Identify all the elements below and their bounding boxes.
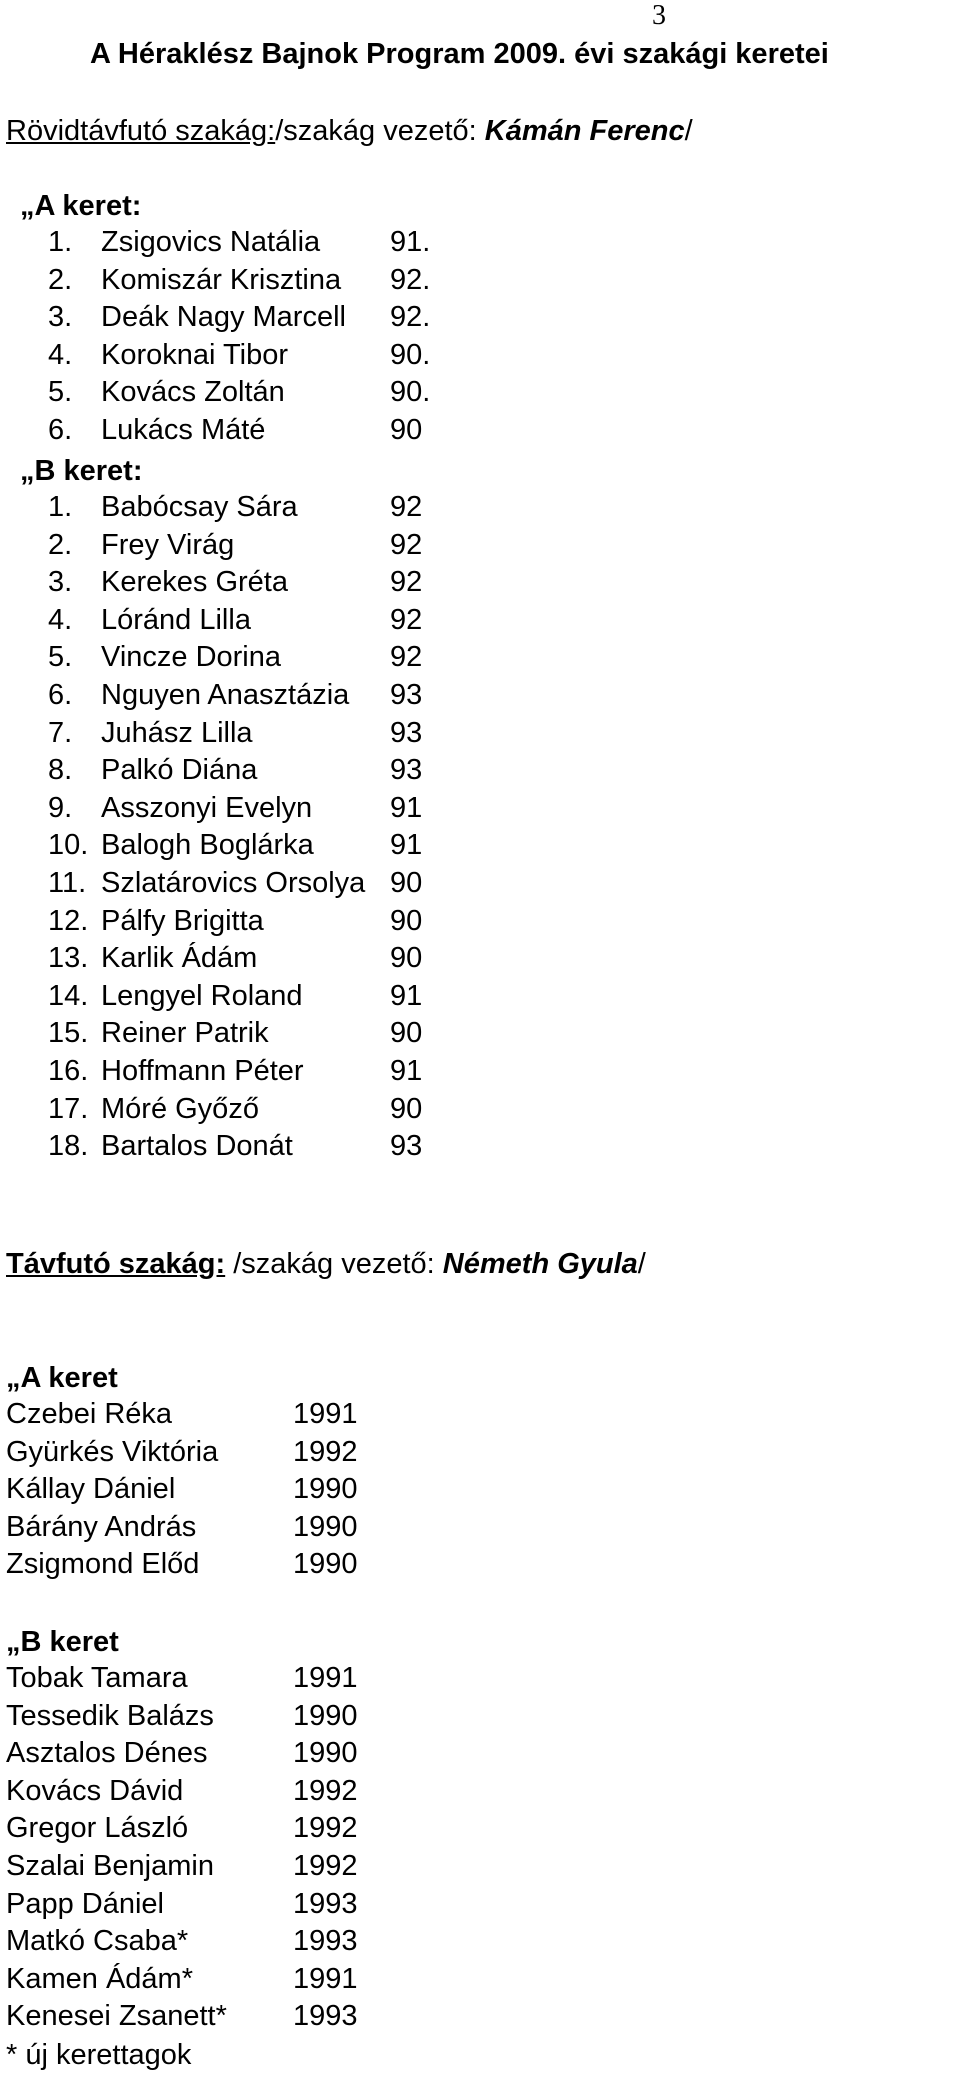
item-number: 16. xyxy=(48,1054,89,1087)
birth-year: 92 xyxy=(390,491,423,523)
distance-a-heading: „A keret xyxy=(6,1362,118,1394)
athlete-name: Tessedik Balázs xyxy=(6,1699,214,1732)
sprint-b-heading: „B keret: xyxy=(20,455,143,487)
birth-year: 92 xyxy=(390,641,423,674)
athlete-name: Lóránd Lilla xyxy=(101,603,251,636)
sprint-a-heading: „A keret: xyxy=(20,190,142,222)
birth-year: 90. xyxy=(390,338,431,371)
list-item xyxy=(6,1434,358,1472)
page-title: A Héraklész Bajnok Program 2009. évi szakági keretei xyxy=(90,38,829,70)
athlete-name: Lengyel Roland xyxy=(101,979,303,1012)
athlete-name: Kenesei Zsanett* xyxy=(6,2000,227,2033)
athlete-name: Nguyen Anasztázia xyxy=(101,678,350,711)
birth-year: 1993 xyxy=(293,1925,358,1958)
birth-year: 1990 xyxy=(293,1737,358,1770)
birth-year: 92. xyxy=(390,301,431,334)
list-item xyxy=(6,1735,358,1773)
list-item xyxy=(48,790,423,828)
list-item xyxy=(48,262,431,300)
sprint-leader: Kámán Ferenc xyxy=(484,115,685,147)
athlete-name: Deák Nagy Marcell xyxy=(101,301,346,334)
list-item xyxy=(48,865,423,903)
list-item xyxy=(6,1546,358,1584)
item-number: 5. xyxy=(48,641,73,674)
list-item xyxy=(6,1773,358,1811)
athlete-name: Komiszár Krisztina xyxy=(101,263,342,296)
item-number: 7. xyxy=(48,716,73,749)
athlete-name: Reiner Patrik xyxy=(101,1017,269,1050)
birth-year: 91 xyxy=(390,829,423,862)
athlete-name: Juhász Lilla xyxy=(101,716,253,749)
item-number: 9. xyxy=(48,791,73,824)
athlete-name: Czebei Réka xyxy=(6,1398,173,1430)
athlete-name: Kamen Ádám* xyxy=(6,1962,193,1995)
distance-b-list xyxy=(6,1660,358,2036)
item-number: 17. xyxy=(48,1092,89,1125)
birth-year: 1992 xyxy=(293,1849,358,1882)
item-number: 5. xyxy=(48,376,73,409)
distance-label: Távfutó szakág: xyxy=(6,1248,226,1280)
item-number: 18. xyxy=(48,1130,89,1163)
item-number: 4. xyxy=(48,338,73,371)
athlete-name: Asszonyi Evelyn xyxy=(101,791,313,824)
birth-year: 90 xyxy=(390,942,423,975)
item-number: 13. xyxy=(48,942,89,975)
item-number: 1. xyxy=(48,491,73,523)
birth-year: 93 xyxy=(390,716,423,749)
athlete-name: Papp Dániel xyxy=(6,1887,164,1920)
list-item xyxy=(48,639,423,677)
birth-year: 92 xyxy=(390,528,423,561)
list-item xyxy=(48,374,431,412)
birth-year: 90. xyxy=(390,376,431,409)
sprint-a-list xyxy=(48,224,431,450)
athlete-name: Szlatárovics Orsolya xyxy=(101,866,366,899)
page-number: 3 xyxy=(652,0,666,31)
athlete-name: Gregor László xyxy=(6,1812,189,1845)
birth-year: 93 xyxy=(390,754,423,787)
item-number: 11. xyxy=(48,866,87,899)
birth-year: 92 xyxy=(390,603,423,636)
athlete-name: Zsigmond Előd xyxy=(6,1548,200,1581)
birth-year: 1992 xyxy=(293,1774,358,1807)
list-item xyxy=(48,978,423,1016)
list-item xyxy=(48,827,423,865)
sprint-section-header xyxy=(6,112,693,150)
item-number: 2. xyxy=(48,263,73,296)
item-number: 4. xyxy=(48,603,73,636)
birth-year: 1992 xyxy=(293,1812,358,1845)
athlete-name: Lukács Máté xyxy=(101,413,266,446)
birth-year: 1992 xyxy=(293,1435,358,1468)
birth-year: 1990 xyxy=(293,1510,358,1543)
athlete-name: Bartalos Donát xyxy=(101,1130,293,1163)
item-number: 3. xyxy=(48,566,73,599)
item-number: 8. xyxy=(48,754,73,787)
birth-year: 1990 xyxy=(293,1548,358,1581)
athlete-name: Kállay Dániel xyxy=(6,1473,176,1506)
item-number: 3. xyxy=(48,301,73,334)
sprint-leader-prefix: /szakág vezető: xyxy=(275,115,485,147)
distance-leader-prefix: /szakág vezető: xyxy=(225,1248,443,1280)
distance-section-header xyxy=(6,1245,646,1283)
list-item xyxy=(6,1396,358,1434)
list-item xyxy=(6,1810,358,1848)
birth-year: 90 xyxy=(390,1017,423,1050)
item-number: 6. xyxy=(48,413,73,446)
list-item xyxy=(48,903,423,941)
list-item xyxy=(48,715,423,753)
list-item xyxy=(48,602,423,640)
list-item xyxy=(48,224,431,262)
athlete-name: Karlik Ádám xyxy=(101,942,258,975)
birth-year: 90 xyxy=(390,1092,423,1125)
list-item xyxy=(48,337,431,375)
athlete-name: Kerekes Gréta xyxy=(101,566,288,599)
birth-year: 91. xyxy=(390,226,431,258)
athlete-name: Pálfy Brigitta xyxy=(101,904,264,937)
birth-year: 90 xyxy=(390,866,423,899)
birth-year: 93 xyxy=(390,1130,423,1163)
athlete-name: Kovács Dávid xyxy=(6,1774,184,1807)
birth-year: 91 xyxy=(390,1054,423,1087)
list-item xyxy=(6,1471,358,1509)
list-item xyxy=(48,1053,423,1091)
distance-b-heading: „B keret xyxy=(6,1626,119,1658)
item-number: 14. xyxy=(48,979,89,1012)
list-item xyxy=(6,1923,358,1961)
birth-year: 1991 xyxy=(293,1398,358,1430)
athlete-name: Koroknai Tibor xyxy=(101,338,288,371)
list-item xyxy=(6,1509,358,1547)
athlete-name: Zsigovics Natália xyxy=(101,226,321,258)
list-item xyxy=(48,677,423,715)
athlete-name: Kovács Zoltán xyxy=(101,376,285,409)
list-item xyxy=(48,299,431,337)
list-item xyxy=(48,1091,423,1129)
list-item xyxy=(48,527,423,565)
birth-year: 90 xyxy=(390,904,423,937)
athlete-name: Szalai Benjamin xyxy=(6,1849,214,1882)
list-item xyxy=(6,1886,358,1924)
birth-year: 1991 xyxy=(293,1962,358,1995)
distance-leader-suffix: / xyxy=(637,1248,646,1280)
sprint-label: Rövidtávfutó szakág: xyxy=(6,115,276,147)
athlete-name: Babócsay Sára xyxy=(101,491,298,523)
birth-year: 1990 xyxy=(293,1473,358,1506)
list-item xyxy=(48,564,423,602)
birth-year: 1990 xyxy=(293,1699,358,1732)
item-number: 6. xyxy=(48,678,73,711)
distance-leader: Németh Gyula xyxy=(442,1248,638,1280)
item-number: 1. xyxy=(48,226,73,258)
list-item xyxy=(6,1848,358,1886)
list-item xyxy=(48,1015,423,1053)
athlete-name: Bárány András xyxy=(6,1510,197,1543)
footnote: * új kerettagok xyxy=(6,2039,192,2071)
athlete-name: Frey Virág xyxy=(101,528,235,561)
athlete-name: Palkó Diána xyxy=(101,754,258,787)
list-item xyxy=(6,1698,358,1736)
list-item xyxy=(48,1128,423,1166)
sprint-leader-suffix: / xyxy=(684,115,693,147)
list-item xyxy=(6,1660,358,1698)
birth-year: 1993 xyxy=(293,1887,358,1920)
distance-a-list xyxy=(6,1396,358,1584)
birth-year: 91 xyxy=(390,791,423,824)
list-item xyxy=(48,752,423,790)
athlete-name: Matkó Csaba* xyxy=(6,1925,189,1958)
list-item xyxy=(6,1998,358,2036)
birth-year: 92 xyxy=(390,566,423,599)
athlete-name: Balogh Boglárka xyxy=(101,829,314,862)
item-number: 2. xyxy=(48,528,73,561)
list-item xyxy=(48,940,423,978)
item-number: 15. xyxy=(48,1017,89,1050)
list-item xyxy=(6,1961,358,1999)
birth-year: 1991 xyxy=(293,1662,358,1694)
athlete-name: Gyürkés Viktória xyxy=(6,1435,219,1468)
athlete-name: Vincze Dorina xyxy=(101,641,282,674)
sprint-b-list xyxy=(48,489,423,1166)
athlete-name: Hoffmann Péter xyxy=(101,1054,304,1087)
birth-year: 93 xyxy=(390,678,423,711)
item-number: 10. xyxy=(48,829,89,862)
list-item xyxy=(48,489,423,527)
birth-year: 1993 xyxy=(293,2000,358,2033)
athlete-name: Móré Győző xyxy=(101,1092,259,1125)
athlete-name: Asztalos Dénes xyxy=(6,1737,208,1770)
athlete-name: Tobak Tamara xyxy=(6,1662,188,1694)
item-number: 12. xyxy=(48,904,89,937)
birth-year: 91 xyxy=(390,979,423,1012)
birth-year: 90 xyxy=(390,413,423,446)
list-item xyxy=(48,412,423,450)
birth-year: 92. xyxy=(390,263,431,296)
